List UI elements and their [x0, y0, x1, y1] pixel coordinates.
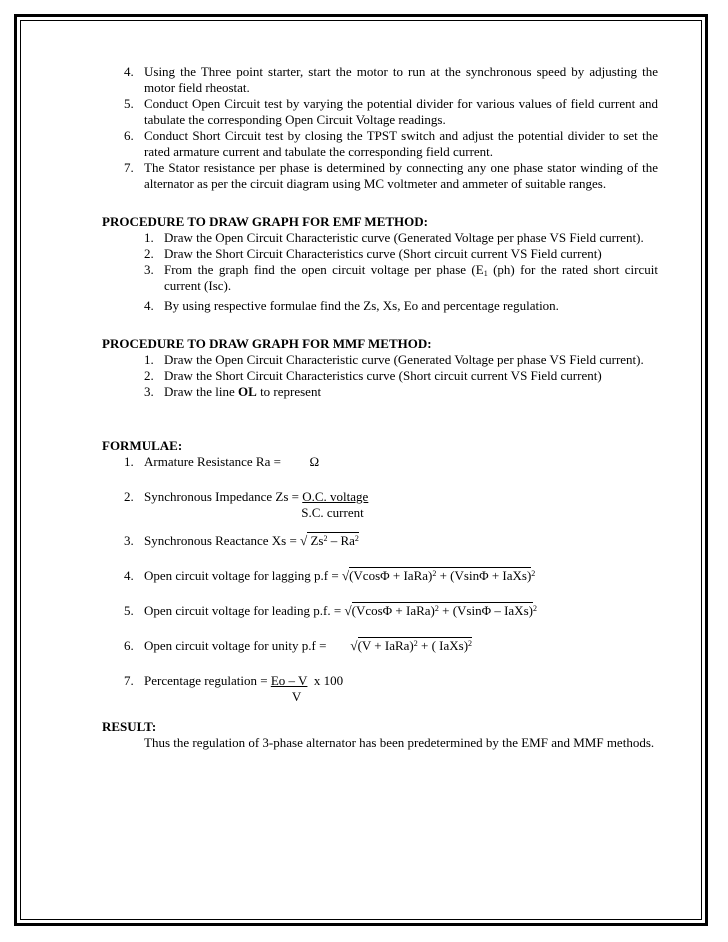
item-number: 4. — [124, 64, 134, 79]
list-item — [102, 352, 658, 368]
exponent: 2 — [432, 569, 437, 578]
square-root-symbol: √ — [300, 533, 308, 548]
formula-term: + (VsinΦ + IaXs) — [436, 568, 532, 583]
item-number: 7. — [124, 673, 134, 688]
square-root-symbol: √ — [344, 603, 352, 618]
emf-procedure-list — [102, 230, 658, 314]
formula-label: Synchronous Impedance Zs = — [144, 489, 303, 504]
formula-percentage-regulation — [102, 673, 658, 705]
formula-term: + ( IaXs) — [417, 638, 469, 653]
formula-label: Open circuit voltage for lagging p.f = — [144, 568, 342, 583]
result-heading: RESULT: — [102, 719, 157, 734]
mmf-procedure-list — [102, 352, 658, 400]
exponent: 2 — [413, 639, 418, 648]
item-number: 3. — [144, 262, 154, 277]
formula-label: Armature Resistance Ra = — [144, 454, 281, 469]
formula-term: Zs — [307, 533, 324, 548]
item-text: Conduct Open Circuit test by varying the potential divider for various values of field current and tabulate the corresponding Open Circuit Voltage readings. — [144, 96, 658, 127]
item-text-cont: (ph) for the rated short circuit current (Isc). — [164, 262, 658, 293]
formula-multiplier: x 100 — [307, 673, 344, 688]
subscript: 1 — [483, 269, 488, 278]
formula-unity-pf — [102, 638, 658, 654]
item-text: Draw the Open Circuit Characteristic curve (Generated Voltage per phase VS Field current). — [164, 230, 644, 245]
result-text: Thus the regulation of 3-phase alternator has been predetermined by the EMF and MMF methods. — [144, 735, 655, 750]
item-number: 6. — [124, 638, 134, 653]
item-number: 1. — [144, 230, 154, 245]
formulae-list — [102, 454, 658, 705]
list-item — [102, 160, 658, 192]
fraction-numerator: O.C. voltage — [302, 489, 369, 504]
item-number: 1. — [144, 352, 154, 367]
formula-label: Percentage regulation = — [144, 673, 271, 688]
item-number: 6. — [124, 128, 134, 143]
item-text: Using the Three point starter, start the motor to run at the synchronous speed by adjusting the motor field rheostat. — [144, 64, 658, 95]
item-number: 1. — [124, 454, 134, 469]
item-text: Draw the Short Circuit Characteristics curve (Short circuit current VS Field current) — [164, 246, 602, 261]
item-number: 2. — [124, 489, 134, 504]
item-number: 4. — [124, 568, 134, 583]
item-text: Conduct Short Circuit test by closing the TPST switch and adjust the potential divider to set the rated armature current and tabulate the corresponding field current. — [144, 128, 658, 159]
formula-term: (VcosΦ + IaRa) — [349, 568, 433, 583]
square-root-symbol: √ — [341, 568, 350, 583]
list-item — [102, 262, 658, 294]
formula-label: Open circuit voltage for leading p.f. = — [144, 603, 345, 618]
emf-heading: PROCEDURE TO DRAW GRAPH FOR EMF METHOD: — [102, 214, 428, 229]
fraction-denominator: S.C. current — [301, 505, 364, 520]
formula-lagging-pf — [102, 568, 658, 584]
procedure-steps-list — [102, 64, 658, 192]
item-number: 3. — [144, 384, 154, 399]
formula-term: (V + IaRa) — [357, 638, 414, 653]
list-item — [102, 298, 658, 314]
result-paragraph — [102, 735, 658, 751]
item-text: Draw the Short Circuit Characteristics curve (Short circuit current VS Field current) — [164, 368, 602, 383]
item-text: From the graph find the open circuit voltage per phase (E — [164, 262, 484, 277]
list-item — [102, 230, 658, 246]
exponent: 2 — [434, 604, 439, 613]
item-number: 5. — [124, 603, 134, 618]
list-item — [102, 128, 658, 160]
fraction-numerator: Eo – V — [270, 673, 308, 688]
item-text: Draw the Open Circuit Characteristic curve (Generated Voltage per phase VS Field current). — [164, 352, 644, 367]
item-number: 7. — [124, 160, 134, 175]
item-text-cont: to represent — [256, 384, 322, 399]
document-body — [102, 64, 658, 751]
list-item — [102, 96, 658, 128]
item-number: 2. — [144, 246, 154, 261]
exponent: 2 — [323, 534, 328, 543]
formula-synchronous-reactance — [102, 533, 658, 549]
list-item — [102, 246, 658, 262]
item-number: 5. — [124, 96, 134, 111]
formula-leading-pf — [102, 603, 658, 619]
formula-armature-resistance — [102, 454, 658, 470]
fraction-denominator: V — [291, 689, 302, 704]
formula-label: Open circuit voltage for unity p.f = — [144, 638, 327, 653]
item-number: 3. — [124, 533, 134, 548]
item-text: By using respective formulae find the Zs, Xs, Eo and percentage regulation. — [164, 298, 559, 313]
formulae-heading: FORMULAE: — [102, 438, 183, 453]
item-bold-text: OL — [238, 384, 257, 399]
exponent: 2 — [532, 604, 537, 613]
item-text: Draw the line — [164, 384, 239, 399]
square-root-symbol: √ — [350, 638, 358, 653]
item-text: The Stator resistance per phase is determined by connecting any one phase stator winding of the alternator as per the circuit diagram using MC voltmeter and ammeter of suitable ranges. — [144, 160, 658, 191]
formula-term: + (VsinΦ – IaXs) — [438, 603, 533, 618]
item-number: 4. — [144, 298, 154, 313]
exponent: 2 — [354, 534, 359, 543]
list-item — [102, 64, 658, 96]
ohm-symbol: Ω — [309, 454, 320, 469]
formula-synchronous-impedance — [102, 489, 658, 521]
exponent: 2 — [468, 639, 473, 648]
formula-term: (VcosΦ + IaRa) — [351, 603, 435, 618]
formula-label: Synchronous Reactance Xs = — [144, 533, 301, 548]
item-number: 2. — [144, 368, 154, 383]
list-item — [102, 384, 658, 400]
formula-term: – Ra — [327, 533, 355, 548]
list-item — [102, 368, 658, 384]
mmf-heading: PROCEDURE TO DRAW GRAPH FOR MMF METHOD: — [102, 336, 432, 351]
exponent: 2 — [531, 569, 536, 578]
